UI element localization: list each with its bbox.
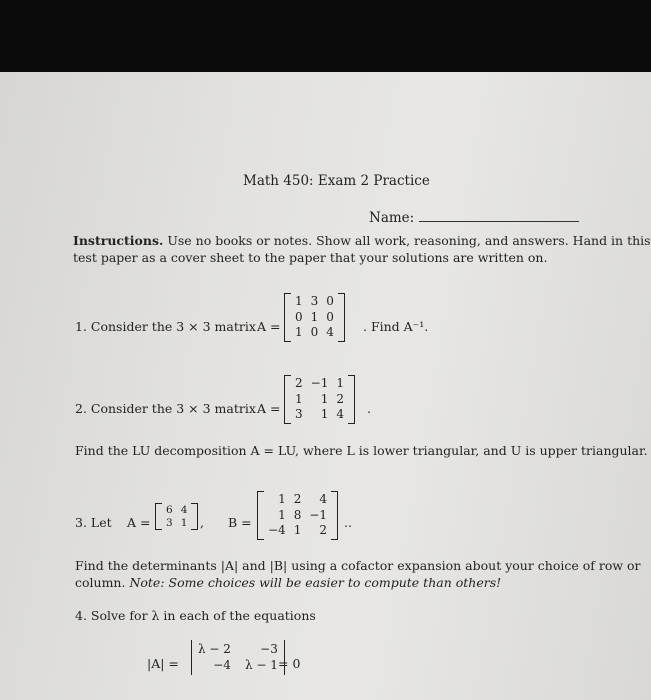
page-title: Math 450: Exam 2 Practice <box>243 173 430 189</box>
instructions-line-2: test paper as a cover sheet to the paper that your solutions are written on. <box>73 250 548 265</box>
q2-followup: Find the LU decomposition A = LU, where L is lower triangular, and U is upper triangular. <box>75 443 648 458</box>
q2-after: . <box>367 401 371 416</box>
matrix-entry: 0 <box>295 309 303 324</box>
matrix-entry: 3 <box>295 407 303 421</box>
matrix-entry: −1 <box>309 507 328 522</box>
q3-line-1: Find the determinants |A| and |B| using a cofactor expansion about your choice of row or <box>75 558 641 573</box>
matrix-cells <box>162 503 191 530</box>
matrix-entry: 1 <box>278 492 286 506</box>
instructions-label: Instructions. <box>73 233 164 248</box>
right-bracket <box>191 503 198 530</box>
q3-comma: , <box>200 515 204 530</box>
matrix-entry: 1 <box>293 523 302 537</box>
q2-text: 2. Consider the 3 × 3 matrix <box>75 401 256 416</box>
matrix-entry: 2 <box>319 523 328 537</box>
q4-text: 4. Solve for λ in each of the equations <box>75 608 316 623</box>
q3-note: Note: Some choices will be easier to compute than others! <box>129 575 502 590</box>
q3-var-a: A = <box>127 515 151 530</box>
q4-determinant <box>191 640 285 675</box>
matrix-entry: −4 <box>268 523 286 537</box>
q3-var-b: B = <box>228 515 252 530</box>
instructions-line-1 <box>73 233 651 248</box>
matrix-entry: 1 <box>295 294 303 308</box>
instructions-text-1: Use no books or notes. Show all work, reasoning, and answers. Hand in this <box>167 233 651 248</box>
matrix-entry: 1 <box>310 309 319 324</box>
matrix-entry: −1 <box>310 376 329 390</box>
matrix-entry: 6 <box>166 504 173 516</box>
matrix-entry: 1 <box>180 516 188 529</box>
left-bracket <box>284 375 291 424</box>
q4-lhs: |A| = <box>147 656 179 671</box>
matrix-entry: 3 <box>166 516 173 529</box>
right-bracket <box>348 375 355 424</box>
q3-text: 3. Let <box>75 515 112 530</box>
name-blank-line <box>419 209 579 222</box>
matrix-entry: λ − 1 <box>244 657 278 672</box>
q2-matrix <box>284 375 355 424</box>
q3-line-2 <box>75 575 501 590</box>
matrix-entry: −4 <box>213 657 231 672</box>
matrix-entry: 4 <box>319 492 328 506</box>
right-bracket <box>331 491 338 540</box>
matrix-cells <box>264 491 331 540</box>
matrix-entry: 0 <box>310 325 319 339</box>
name-label: Name: <box>369 210 415 226</box>
q1-matrix <box>284 293 345 342</box>
matrix-entry: 2 <box>295 376 303 390</box>
q1-var: A = <box>257 319 281 334</box>
matrix-entry: 2 <box>293 492 302 506</box>
matrix-entry: 8 <box>293 507 302 522</box>
name-field <box>369 209 579 226</box>
matrix-entry: 1 <box>320 407 329 421</box>
matrix-cells <box>291 375 348 424</box>
matrix-cells <box>291 293 338 342</box>
matrix-entry: 1 <box>336 376 344 390</box>
q3-after: .. <box>344 515 352 530</box>
matrix-entry: 2 <box>336 391 344 406</box>
left-bracket <box>155 503 162 530</box>
matrix-entry: 4 <box>336 407 344 421</box>
matrix-entry: 1 <box>278 507 286 522</box>
q3-matrix-a <box>155 503 198 530</box>
q1-after: . Find A⁻¹. <box>363 319 429 334</box>
q3-matrix-b <box>257 491 338 540</box>
left-bracket <box>257 491 264 540</box>
matrix-entry: 4 <box>180 504 188 516</box>
matrix-entry: 0 <box>326 294 334 308</box>
matrix-entry: 3 <box>310 294 319 308</box>
exam-paper <box>0 72 651 700</box>
matrix-entry: 0 <box>326 309 334 324</box>
matrix-entry: −3 <box>260 642 278 656</box>
q4-rhs: = 0 <box>278 656 301 671</box>
matrix-entry: 1 <box>320 391 329 406</box>
q2-var: A = <box>257 401 281 416</box>
matrix-cells <box>192 640 284 675</box>
q1-text: 1. Consider the 3 × 3 matrix <box>75 319 256 334</box>
matrix-entry: 1 <box>295 325 303 339</box>
matrix-entry: λ − 2 <box>198 642 231 656</box>
q3-line-2-plain: column. <box>75 575 126 590</box>
matrix-entry: 4 <box>326 325 334 339</box>
right-bracket <box>338 293 345 342</box>
matrix-entry: 1 <box>295 391 303 406</box>
left-bracket <box>284 293 291 342</box>
